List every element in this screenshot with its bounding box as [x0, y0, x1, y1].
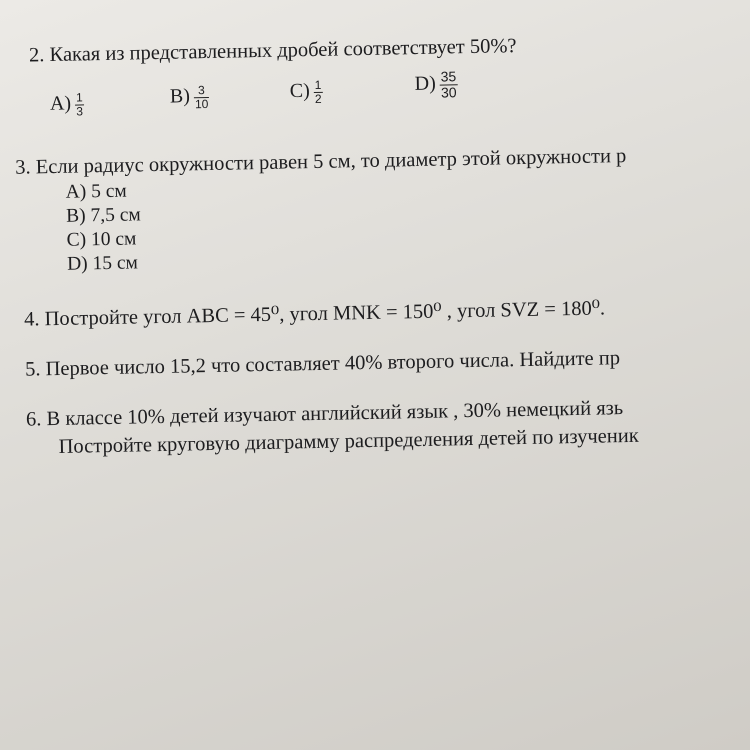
- q3-option-a: A) 5 см: [65, 180, 127, 203]
- q2-option-a-numerator: 1: [75, 90, 83, 105]
- question-3-text: 3. Если радиус окружности равен 5 см, то диаметр этой окружности р: [15, 145, 627, 179]
- q3-option-b: B) 7,5 см: [65, 204, 141, 227]
- q2-option-c-label: C): [289, 79, 311, 103]
- q2-option-d: [414, 69, 457, 100]
- q2-option-d-fraction: [440, 69, 458, 100]
- q2-option-c-fraction: [314, 79, 323, 105]
- q2-option-a-denominator: 3: [76, 104, 84, 119]
- question-6-line-1: 6. В классе 10% детей изучают английский язык , 30% немецкий язь: [25, 397, 624, 431]
- q3-option-d: D) 15 см: [66, 252, 139, 275]
- q3-option-c: C) 10 см: [66, 228, 137, 251]
- q2-option-a-fraction: [75, 91, 84, 117]
- q2-option-c: [290, 79, 323, 106]
- q2-option-d-numerator: 35: [440, 68, 457, 85]
- q2-option-b-numerator: 3: [194, 84, 210, 98]
- q2-option-d-label: D): [414, 72, 437, 95]
- question-6-line-2: Постройте круговую диаграмму распределения детей по изученик: [58, 424, 639, 458]
- q2-option-b: [170, 84, 210, 111]
- q2-option-c-numerator: 1: [314, 77, 322, 92]
- question-2-text: 2. Какая из представленных дробей соответствует 50%?: [28, 35, 517, 67]
- q2-option-a: [50, 91, 84, 118]
- q2-option-d-denominator: 30: [440, 83, 457, 101]
- q2-option-b-fraction: [194, 84, 210, 110]
- q2-option-c-denominator: 2: [314, 91, 322, 106]
- question-4-text: 4. Постройте угол ABC = 45⁰, угол MNK = 150⁰ , угол SVZ = 180⁰.: [23, 297, 606, 331]
- q2-option-b-denominator: 10: [194, 96, 209, 111]
- q2-option-a-label: A): [49, 92, 72, 115]
- q2-option-b-label: B): [169, 85, 191, 108]
- question-5-text: 5. Первое число 15,2 что составляет 40% второго числа. Найдите пр: [24, 347, 621, 381]
